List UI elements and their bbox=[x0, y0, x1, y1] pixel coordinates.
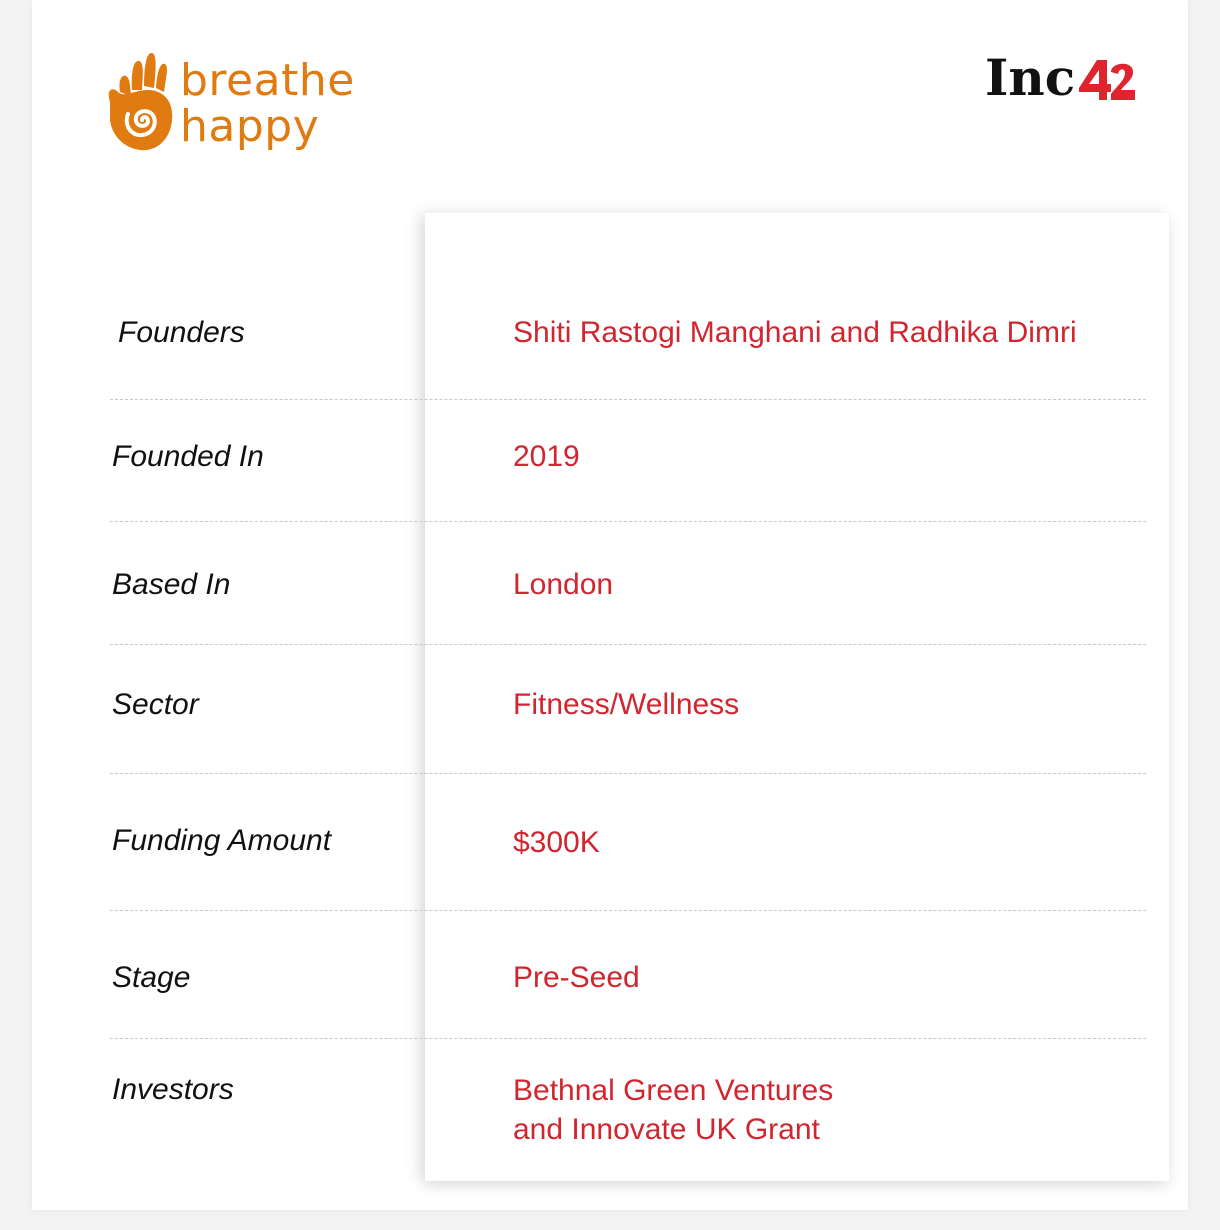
founders-label: Founders bbox=[118, 316, 245, 349]
breathe-happy-wordmark bbox=[180, 55, 355, 152]
happy-word: happy bbox=[180, 101, 320, 152]
based-in-value: London bbox=[513, 568, 614, 601]
sector-label: Sector bbox=[112, 688, 199, 721]
founded-in-value: 2019 bbox=[513, 440, 580, 473]
sector-value: Fitness/Wellness bbox=[513, 688, 740, 721]
stage-value: Pre-Seed bbox=[513, 961, 640, 994]
inc42-logo bbox=[985, 50, 1145, 106]
row-divider bbox=[110, 399, 1146, 400]
inc-word: Inc bbox=[985, 48, 1076, 107]
based-in-label: Based In bbox=[112, 568, 231, 601]
row-divider bbox=[110, 644, 1146, 645]
founders-value: Shiti Rastogi Manghani and Radhika Dimri bbox=[513, 316, 1077, 349]
inc42-number-mark bbox=[1077, 58, 1137, 102]
investors-label: Investors bbox=[112, 1073, 234, 1106]
row-divider bbox=[110, 910, 1146, 911]
row-divider bbox=[110, 1038, 1146, 1039]
investors-value-line2: and Innovate UK Grant bbox=[513, 1113, 820, 1146]
breathe-word: breathe bbox=[180, 55, 355, 106]
founded-in-label: Founded In bbox=[112, 440, 264, 473]
row-divider bbox=[110, 773, 1146, 774]
row-divider bbox=[110, 521, 1146, 522]
stage-label: Stage bbox=[112, 961, 191, 994]
funding-amount-label: Funding Amount bbox=[112, 824, 332, 857]
investors-value-line1: Bethnal Green Ventures bbox=[513, 1074, 834, 1107]
funding-amount-value: $300K bbox=[513, 826, 600, 859]
